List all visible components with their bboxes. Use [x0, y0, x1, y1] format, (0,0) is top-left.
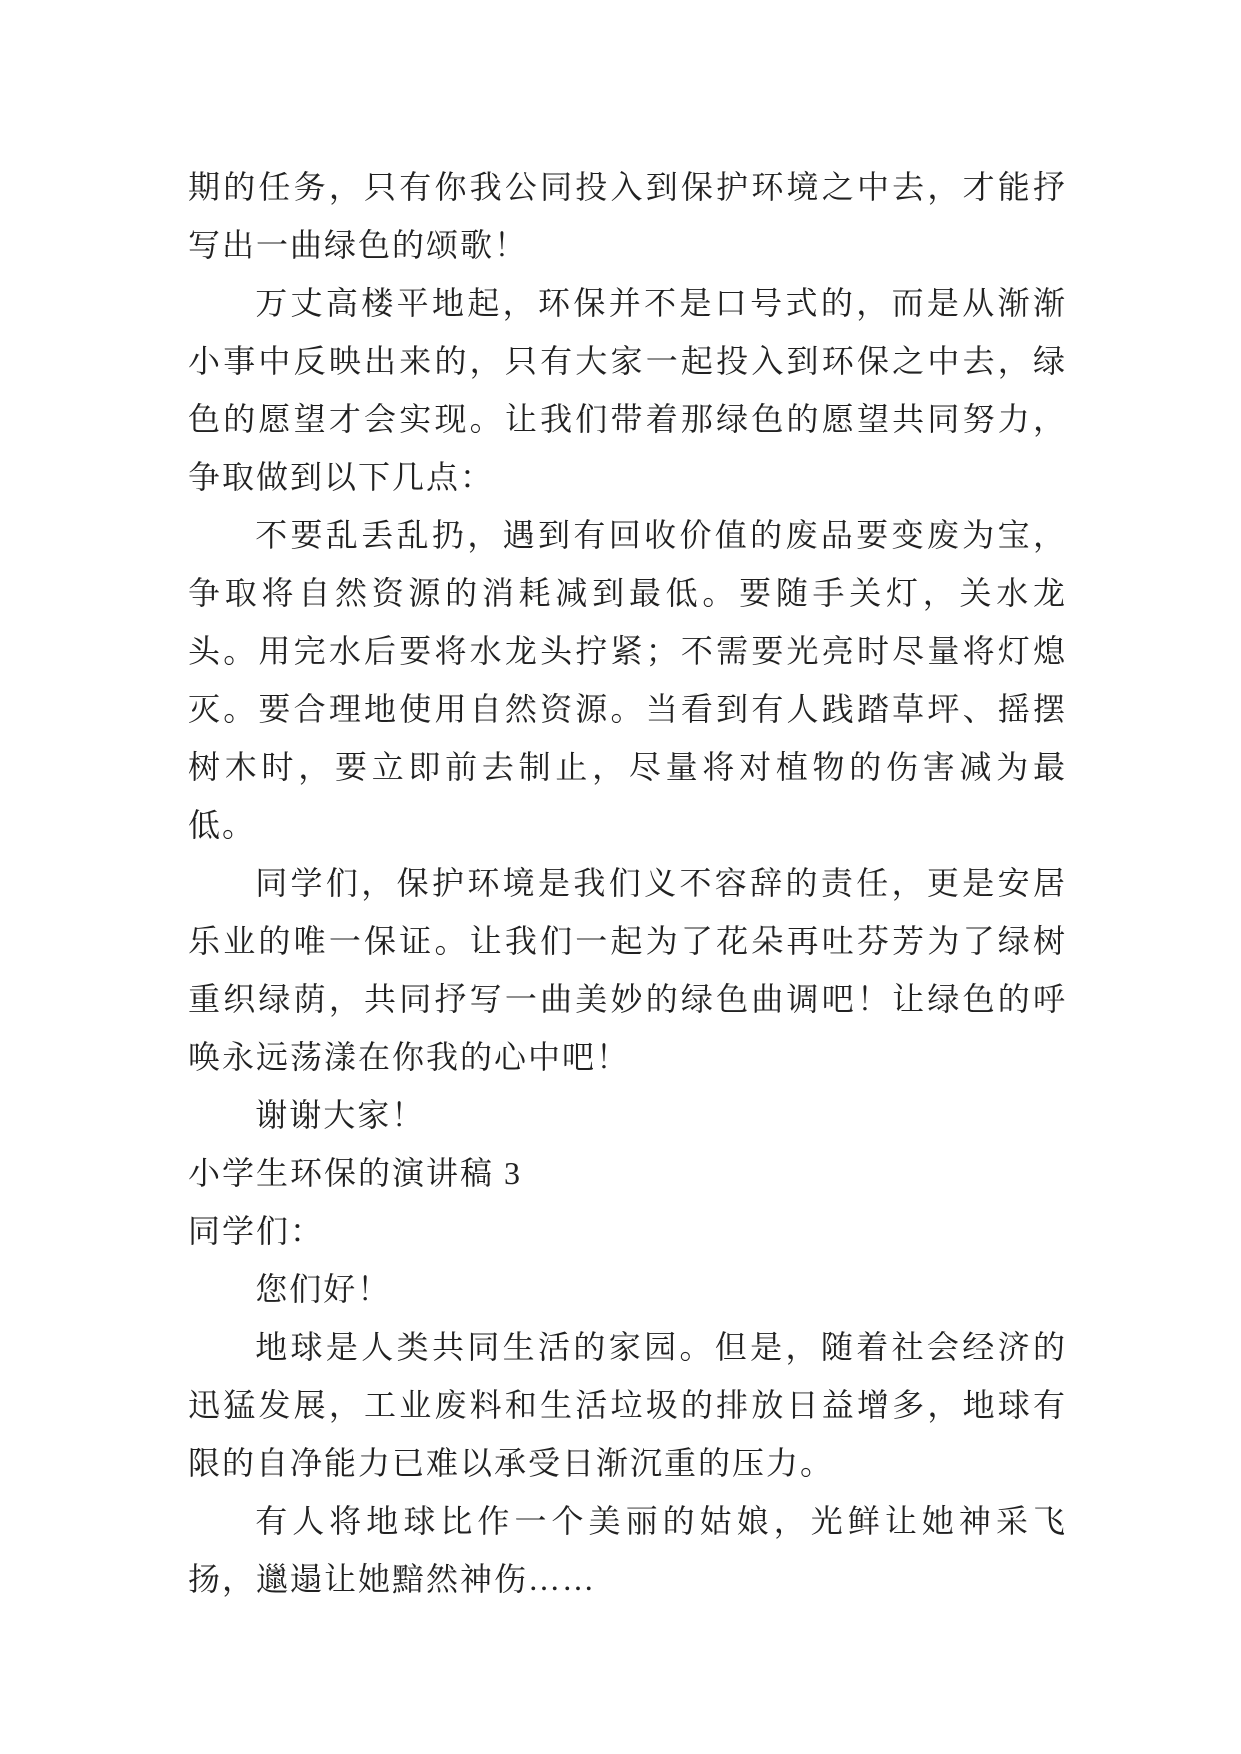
salutation-line: 同学们： — [188, 1213, 325, 1249]
paragraph: 有人将地球比作一个美丽的姑娘，光鲜让她神采飞扬，邋遢让她黯然神伤…… — [188, 1503, 1067, 1597]
closing-line: 谢谢大家！ — [255, 1097, 426, 1133]
paragraph: 地球是人类共同生活的家园。但是，随着社会经济的迅猛发展，工业废料和生活垃圾的排放日益增多，地球有限的自净能力已难以承受日渐沉重的压力。 — [188, 1329, 1067, 1481]
text-block — [188, 158, 1067, 1608]
paragraph: 同学们，保护环境是我们义不容辞的责任，更是安居乐业的唯一保证。让我们一起为了花朵再吐芬芳为了绿树重织绿荫，共同抒写一曲美妙的绿色曲调吧！让绿色的呼唤永远荡漾在你我的心中吧！ — [188, 865, 1067, 1075]
greeting-line: 您们好！ — [255, 1271, 392, 1307]
section-heading: 小学生环保的演讲稿 3 — [188, 1155, 523, 1191]
paragraph: 万丈高楼平地起，环保并不是口号式的，而是从渐渐小事中反映出来的，只有大家一起投入到环保之中去，绿色的愿望才会实现。让我们带着那绿色的愿望共同努力，争取做到以下几点： — [188, 285, 1067, 495]
paragraph: 不要乱丢乱扔，遇到有回收价值的废品要变废为宝，争取将自然资源的消耗减到最低。要随手关灯，关水龙头。用完水后要将水龙头拧紧；不需要光亮时尽量将灯熄灭。要合理地使用自然资源。当看到有人践踏草坪、摇摆树木时，要立即前去制止，尽量将对植物的伤害减为最低。 — [188, 517, 1067, 843]
paragraph-continuation: 期的任务，只有你我公同投入到保护环境之中去，才能抒写出一曲绿色的颂歌！ — [188, 169, 1067, 263]
